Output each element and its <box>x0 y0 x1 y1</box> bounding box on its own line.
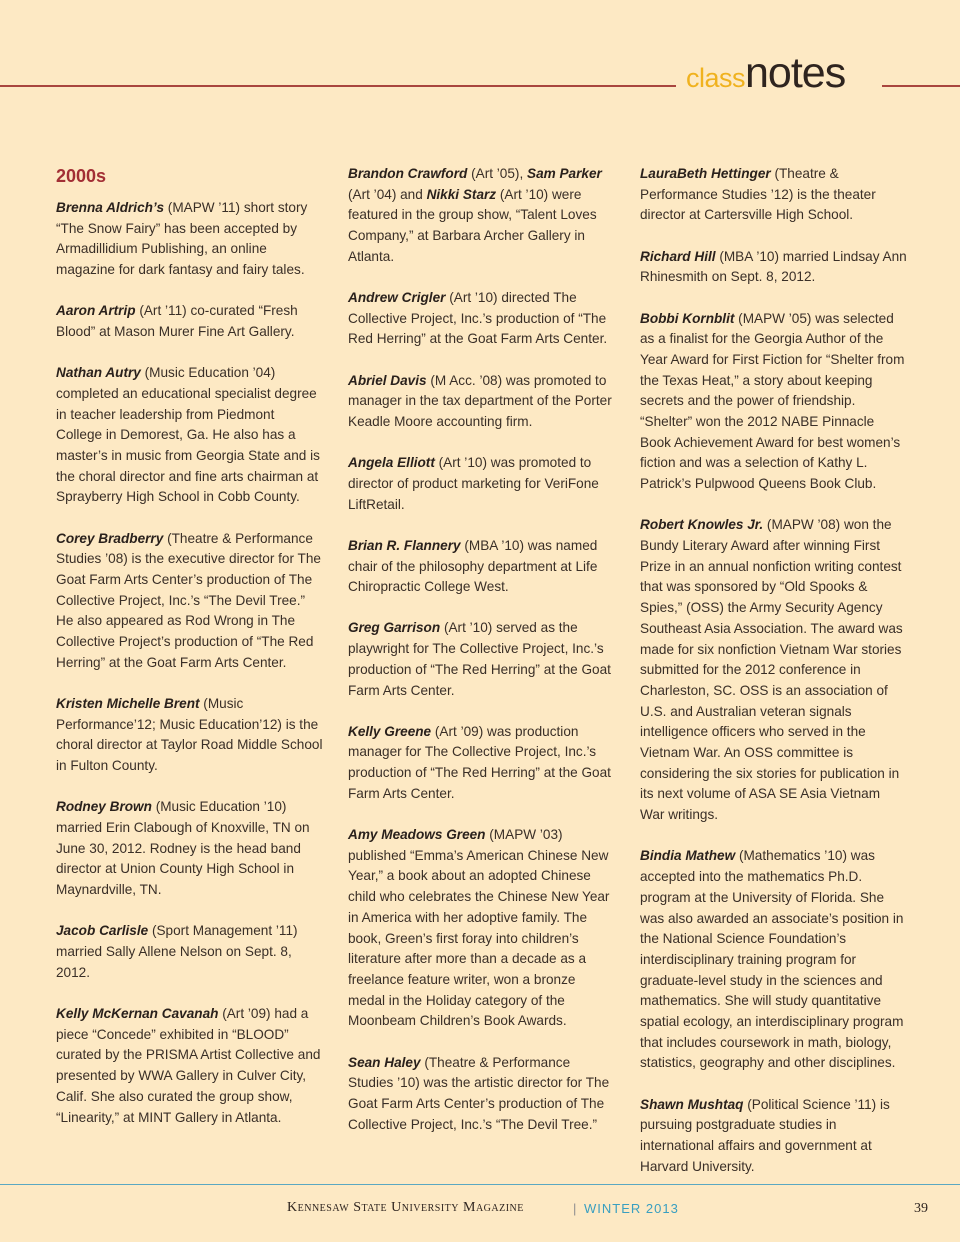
alumni-name: Brandon Crawford <box>348 166 468 181</box>
note-text: (Art ’10) were featured in the group show, “Talent Loves Company,” at Barbara Archer Gallery in Atlanta. <box>348 186 597 264</box>
note-text: (MBA ’10) married Lindsay Ann Rhinesmith on Sept. 8, 2012. <box>640 248 907 285</box>
class-note <box>56 301 324 342</box>
class-note <box>640 515 908 826</box>
class-note <box>348 371 616 433</box>
footer-rule <box>0 1184 960 1185</box>
publication-name: Kennesaw State University Magazine <box>287 1200 524 1215</box>
class-note <box>348 164 616 268</box>
alumni-name: Jacob Carlisle <box>56 923 149 939</box>
class-note <box>348 453 616 515</box>
class-note <box>640 309 908 495</box>
note-text: (MAPW ’03) published “Emma’s American Chinese New Year,” a book about an adopted Chinese child who celebrates the Chinese New Year in America with her adoptive family. The book, Green’s first foray into children’s literature after more than a decade as a freelance feature writer, won a bronze medal in the Holiday category of the Moonbeam Children’s Book Awards. <box>348 827 610 1029</box>
class-note <box>348 288 616 350</box>
class-note <box>348 825 616 1032</box>
class-note <box>56 694 324 777</box>
alumni-name: Corey Bradberry <box>56 530 164 546</box>
note-text: (Music Education ’10) married Erin Clabough of Knoxville, TN on June 30, 2012. Rodney is the head band director at Union County High School in Maynardville, TN. <box>56 799 310 898</box>
alumni-name: Brenna Aldrich’s <box>56 200 165 215</box>
alumni-name: Amy Meadows Green <box>348 827 486 843</box>
alumni-name: Bindia Mathew <box>640 848 736 864</box>
section-heading: 2000s <box>56 166 107 186</box>
column-3 <box>640 164 908 1198</box>
alumni-name: Bobbi Kornblit <box>640 310 735 326</box>
alumni-name: Sam Parker <box>527 166 602 181</box>
page-number: 39 <box>914 1201 928 1216</box>
class-note <box>640 164 908 226</box>
note-text: (Art ’05), <box>467 166 527 181</box>
footer-divider: | <box>573 1201 577 1216</box>
alumni-name: Richard Hill <box>640 248 716 264</box>
alumni-name: Angela Elliott <box>348 455 435 471</box>
alumni-name: Aaron Artrip <box>56 303 136 319</box>
class-note <box>348 618 616 701</box>
issue-label: WINTER 2013 <box>584 1201 679 1216</box>
note-text: (Music Performance’12; Music Education’12) is the choral director at Taylor Road Middle School in Fulton County. <box>56 696 323 774</box>
class-note <box>348 536 616 598</box>
note-text: (MAPW ’08) won the Bundy Literary Award after winning First Prize in an annual nonfiction writing contest that was sponsored by “Old Spooks & Spies,” (OSS) the Army Security Agency Southeast Asia Association. The award was made for six nonfiction Vietnam War stories submitted for the 2012 conference in Charleston, SC. OSS is an association of U.S. and Australian veteran signals intelligence officers who served in the Vietnam War. An OSS committee is considering the six stories for publication in its next volume of ASA SE Asia Vietnam War writings. <box>640 517 903 823</box>
alumni-name: Shawn Mushtaq <box>640 1096 744 1112</box>
class-note <box>56 1004 324 1128</box>
alumni-name: Abriel Davis <box>348 372 427 388</box>
column-2 <box>348 164 616 1156</box>
class-note <box>640 247 908 288</box>
column-1 <box>56 164 324 1149</box>
note-text: (Political Science ’11) is pursuing postgraduate studies in international affairs and government at Harvard University. <box>640 1096 890 1174</box>
alumni-name: LauraBeth Hettinger <box>640 166 771 181</box>
note-text: (Art ’09) had a piece “Concede” exhibited in “BLOOD” curated by the PRISMA Artist Collective and presented by WWA Gallery in Culver City, Calif. She also curated the group show, “Linearity,” at MINT Gallery in Atlanta. <box>56 1006 321 1125</box>
note-text: (Art ’09) was production manager for The Collective Project, Inc.’s production of “The Red Herring” at the Goat Farm Arts Center. <box>348 723 611 801</box>
note-text: (Mathematics ’10) was accepted into the mathematics Ph.D. program at the University of Florida. She was also awarded an associate’s position in the National Science Foundation’s interdisciplinary training program for graduate-level study in the sciences and mathematics. She will study quantitative spatial ecology, an interdisciplinary program that includes coursework in math, biology, statistics, geography and other disciplines. <box>640 848 904 1071</box>
masthead <box>686 49 876 97</box>
note-text: (MAPW ’05) was selected as a finalist for the Georgia Author of the Year Award for First Fiction for “Shelter from the Texas Heat,” a story about keeping secrets and the power of friendship. “Shelter” won the 2012 NABE Pinnacle Book Achievement Award for best women’s fiction and was a selection of Kathy L. Patrick’s Pulpwood Queens Book Club. <box>640 310 905 492</box>
note-text: (Theatre & Performance Studies ’10) was the artistic director for The Goat Farm Arts Center’s production of The Collective Project, Inc.’s “The Devil Tree.” <box>348 1054 610 1132</box>
alumni-name: Robert Knowles Jr. <box>640 517 764 533</box>
class-note <box>348 1053 616 1136</box>
class-note <box>56 797 324 901</box>
alumni-name: Rodney Brown <box>56 799 152 815</box>
note-text: (M Acc. ’08) was promoted to manager in the tax department of the Porter Keadle Moore accounting firm. <box>348 372 612 430</box>
alumni-name: Nikki Starz <box>426 186 497 202</box>
alumni-name: Andrew Crigler <box>348 290 446 306</box>
note-text: (Art ’04) and <box>348 186 427 202</box>
alumni-name: Kelly McKernan Cavanah <box>56 1006 219 1021</box>
class-note <box>640 846 908 1074</box>
masthead-notes: notes <box>745 49 846 97</box>
note-text: (Art ’10) was promoted to director of product marketing for VeriFone LiftRetail. <box>348 455 599 512</box>
alumni-name: Sean Haley <box>348 1054 421 1070</box>
note-text: (Music Education ’04) completed an educational specialist degree in teacher leadership from Piedmont College in Demorest, Ga. He also has a master’s in music from Georgia State and is the choral director and fine arts chairman at Sprayberry High School in Cobb County. <box>56 365 320 505</box>
header-rule-left <box>0 85 676 87</box>
class-note <box>56 921 324 983</box>
note-text: (Art ’10) served as the playwright for The Collective Project, Inc.’s production of “The Red Herring” at the Goat Farm Arts Center. <box>348 620 611 698</box>
note-text: (MBA ’10) was named chair of the philosophy department at Life Chiropractic College West. <box>348 537 598 595</box>
alumni-name: Kelly Greene <box>348 723 432 739</box>
class-note <box>56 363 324 508</box>
masthead-class: class <box>686 63 746 93</box>
class-note <box>348 722 616 805</box>
alumni-name: Greg Garrison <box>348 620 441 636</box>
note-text: (Theatre & Performance Studies ’12) is the theater director at Cartersville High School. <box>640 166 876 223</box>
alumni-name: Kristen Michelle Brent <box>56 696 200 712</box>
class-note <box>640 1095 908 1178</box>
note-text: (Art ’10) directed The Collective Project, Inc.’s production of “The Red Herring” at the Goat Farm Arts Center. <box>348 290 608 347</box>
alumni-name: Brian R. Flannery <box>348 537 461 553</box>
class-note <box>56 529 324 674</box>
header-rule-right <box>882 85 960 87</box>
alumni-name: Nathan Autry <box>56 365 141 381</box>
note-text: (Theatre & Performance Studies ’08) is the executive director for The Goat Farm Arts Center’s production of The Collective Project, Inc.’s “The Devil Tree.” He also appeared as Rod Wrong in The Collective Project’s production of “The Red Herring” at the Goat Farm Arts Center. <box>56 530 321 670</box>
class-note <box>56 198 324 281</box>
note-text: (MAPW ’11) short story “The Snow Fairy” has been accepted by Armadillidium Publishing, an online magazine for dark fantasy and fairy tales. <box>56 200 308 278</box>
note-text: (Sport Management ’11) married Sally Allene Nelson on Sept. 8, 2012. <box>56 923 298 980</box>
note-text: (Art ’11) co-curated “Fresh Blood” at Mason Murer Fine Art Gallery. <box>56 303 298 340</box>
